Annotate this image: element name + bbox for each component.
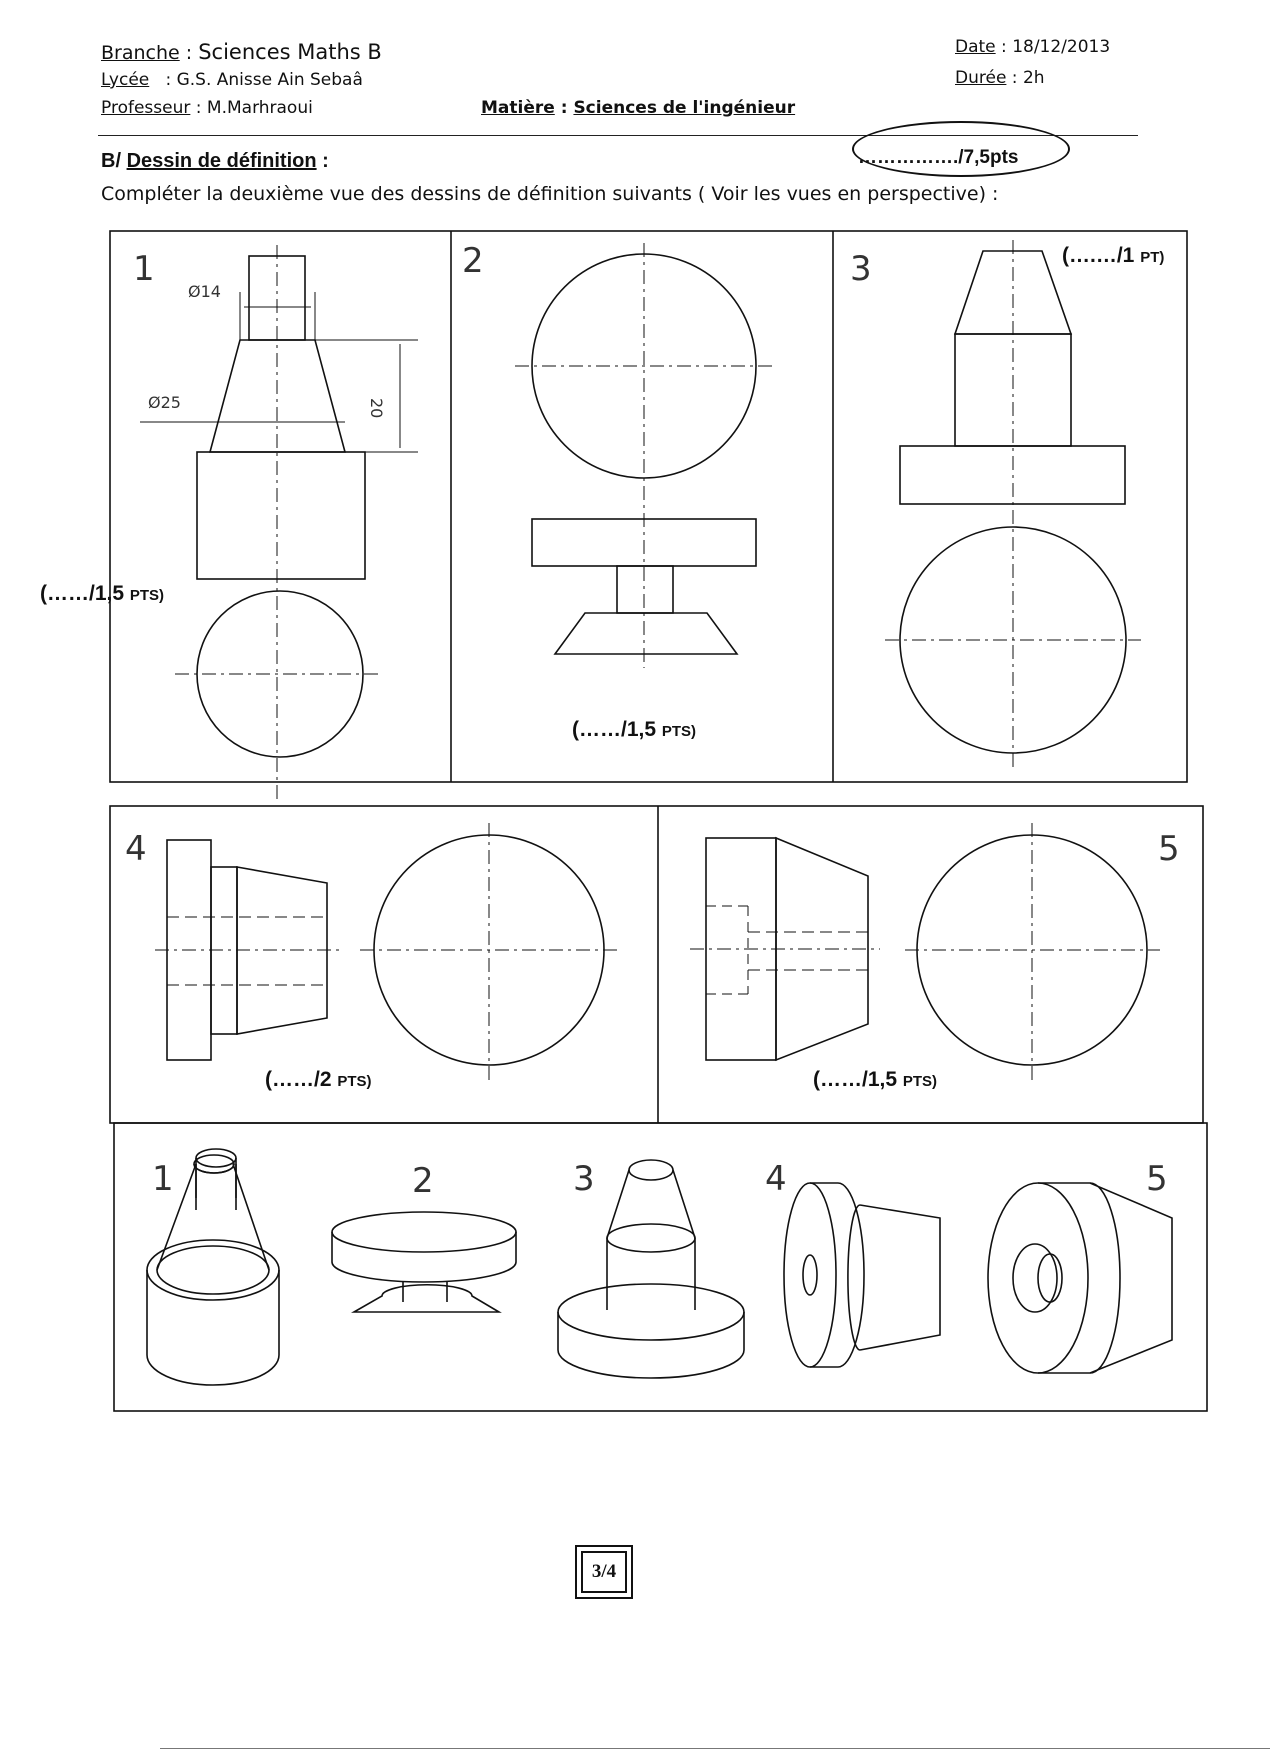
points-drawing-1: [40, 582, 164, 606]
lycee-value: G.S. Anisse Ain Sebaâ: [176, 70, 363, 90]
professeur-line: Professeur : M.Marhraoui: [101, 98, 313, 118]
drawing-1-number: 1: [133, 249, 155, 289]
perspective-5-label: 5: [1146, 1159, 1168, 1199]
points-1-unit: PTS): [129, 587, 165, 604]
section-prefix: B/: [101, 150, 121, 172]
perspective-1-label: 1: [152, 1159, 174, 1199]
dim-20: 20: [367, 398, 386, 419]
duree-label: Durée: [955, 68, 1007, 88]
lycee-line: Lycée : G.S. Anisse Ain Sebaâ: [101, 70, 363, 90]
drawing-2-number: 2: [462, 241, 484, 281]
date-line: Date : 18/12/2013: [955, 37, 1111, 57]
drawing-1: [133, 245, 418, 800]
section-suffix: :: [322, 150, 329, 172]
points-4-unit: PTS): [337, 1073, 372, 1090]
date-label: Date: [955, 37, 996, 57]
perspective-1: [147, 1149, 279, 1385]
points-drawing-2: [572, 718, 696, 742]
points-drawing-5: [813, 1068, 937, 1092]
points-5-unit: PTS): [902, 1073, 938, 1090]
perspective-4-label: 4: [765, 1159, 787, 1199]
date-value: 18/12/2013: [1012, 37, 1111, 57]
points-5-value: (……/1,5: [813, 1068, 898, 1091]
perspective-2-label: 2: [412, 1161, 434, 1201]
perspective-3-label: 3: [573, 1159, 595, 1199]
page-number-box: [575, 1545, 633, 1599]
points-drawing-4: [265, 1068, 372, 1092]
drawing-3-number: 3: [850, 249, 872, 289]
dim-d14: Ø14: [188, 282, 221, 301]
drawing-4: [125, 823, 620, 1080]
section-score: ……………./7,5pts: [858, 147, 1019, 168]
perspective-2: [332, 1161, 516, 1312]
matiere-label: Matière: [481, 98, 555, 118]
drawing-5: [690, 823, 1180, 1080]
drawing-5-number: 5: [1158, 829, 1180, 869]
points-2-value: (……/1,5: [572, 718, 657, 741]
drawing-4-number: 4: [125, 829, 147, 869]
points-4-value: (……/2: [265, 1068, 332, 1091]
dim-d25: Ø25: [148, 393, 181, 412]
branche-line: Branche : Sciences Maths B: [101, 40, 382, 64]
points-drawing-3: [1062, 244, 1164, 268]
frame-row-1: [110, 231, 1187, 782]
page-number: 3/4: [581, 1551, 627, 1593]
duree-value: 2h: [1022, 68, 1045, 88]
perspective-5: [988, 1159, 1172, 1373]
matiere-value: Sciences de l'ingénieur: [573, 98, 796, 118]
branche-value: Sciences Maths B: [198, 40, 382, 64]
points-1-value: (……/1,5: [40, 582, 125, 605]
points-2-unit: PTS): [661, 723, 697, 740]
instruction-text: Compléter la deuxième vue des dessins de définition suivants ( Voir les vues en perspective) :: [101, 183, 999, 205]
perspective-3: [558, 1159, 744, 1378]
perspective-4: [765, 1159, 940, 1367]
section-title-text: Dessin de définition: [126, 150, 317, 172]
points-3-unit: PT): [1140, 249, 1165, 266]
lycee-label: Lycée: [101, 70, 150, 90]
drawing-3: [850, 240, 1141, 770]
bottom-rule: [160, 1748, 1270, 1749]
branche-label: Branche: [101, 42, 180, 64]
professeur-label: Professeur: [101, 98, 191, 118]
points-3-value: (….…/1: [1062, 244, 1135, 267]
matiere-line: Matière : Sciences de l'ingénieur: [481, 98, 796, 118]
drawing-2: [462, 241, 773, 668]
duree-line: Durée : 2h: [955, 68, 1045, 88]
professeur-value: M.Marhraoui: [206, 98, 313, 118]
